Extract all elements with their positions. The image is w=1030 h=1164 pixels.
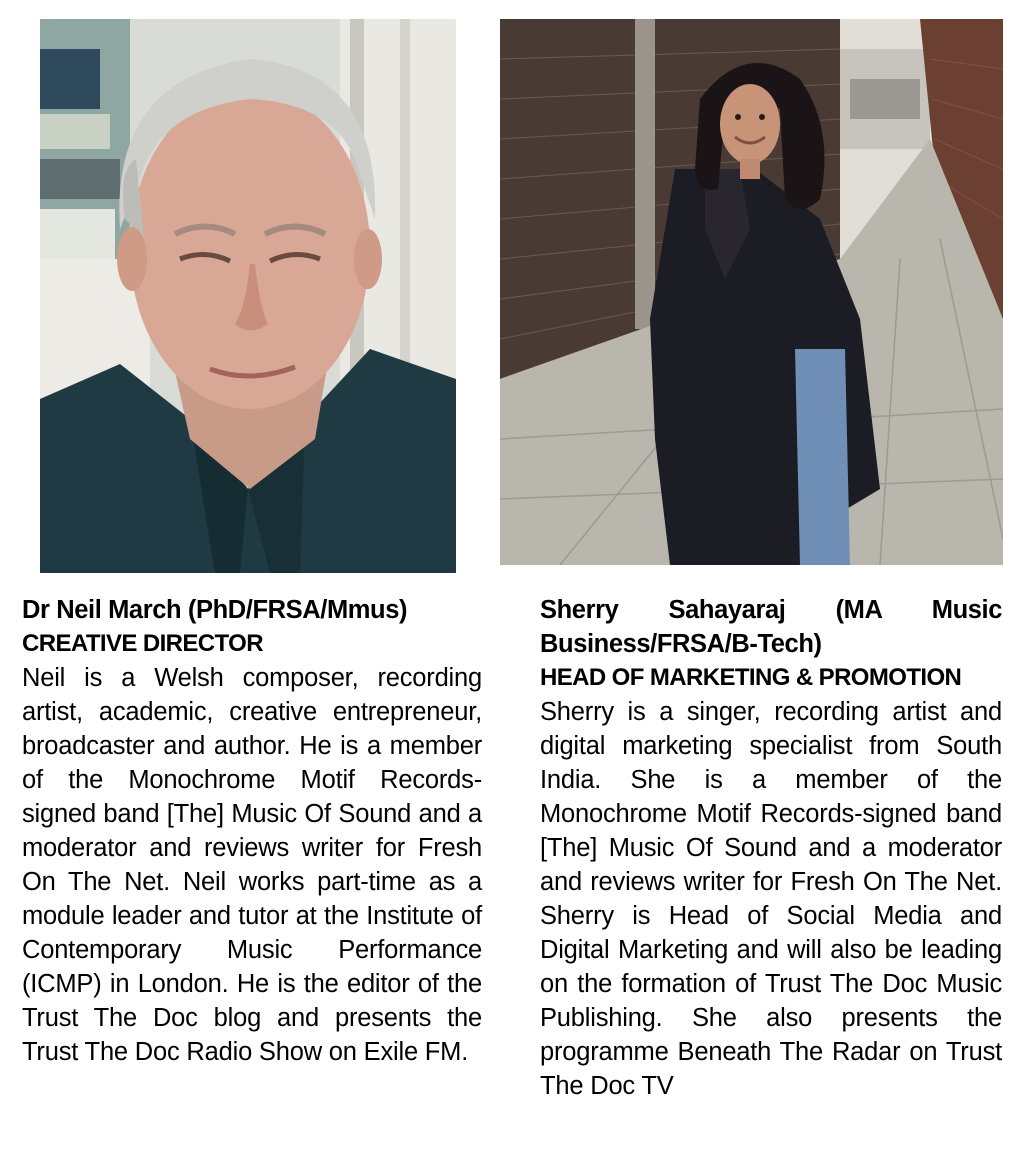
profile-bio: Neil is a Welsh composer, recording artist, academic, creative entrepreneur, broadcaster and author. He is a member of the Monochrome Motif Records-signed band [The] Music Of Sound and a moderator and reviews writer for Fresh On The Net. Neil works part-time as a module leader and tutor at the Institute of Contemporary Music Performance (ICMP) in London. He is the editor of the Trust The Doc blog and presents the Trust The Doc Radio Show on Exile FM. (22, 664, 482, 1066)
profile-bio: Sherry is a singer, recording artist and digital marketing specialist from South India. She is a member of the Monochrome Motif Records-signed band [The] Music Of Sound and a moderator and reviews writer for Fresh On The Net. Sherry is Head of Social Media and Digital Marketing and will also be leading on the formation of Trust The Doc Music Publishing. She also presents the programme Beneath The Radar on Trust The Doc TV (540, 698, 1002, 1100)
profile-sherry-sahayaraj (540, 593, 1002, 1103)
profile-neil-march (22, 593, 482, 1069)
profile-role: HEAD OF MARKETING & PROMOTION (540, 664, 962, 691)
profile-name: Sherry Sahayaraj (MA Music Business/FRSA/B-Tech) (540, 596, 1002, 658)
profile-name: Dr Neil March (PhD/FRSA/Mmus) (22, 596, 408, 624)
profile-role: CREATIVE DIRECTOR (22, 630, 263, 657)
sherry-sahayaraj-photo (500, 19, 1003, 565)
neil-march-photo (40, 19, 456, 573)
